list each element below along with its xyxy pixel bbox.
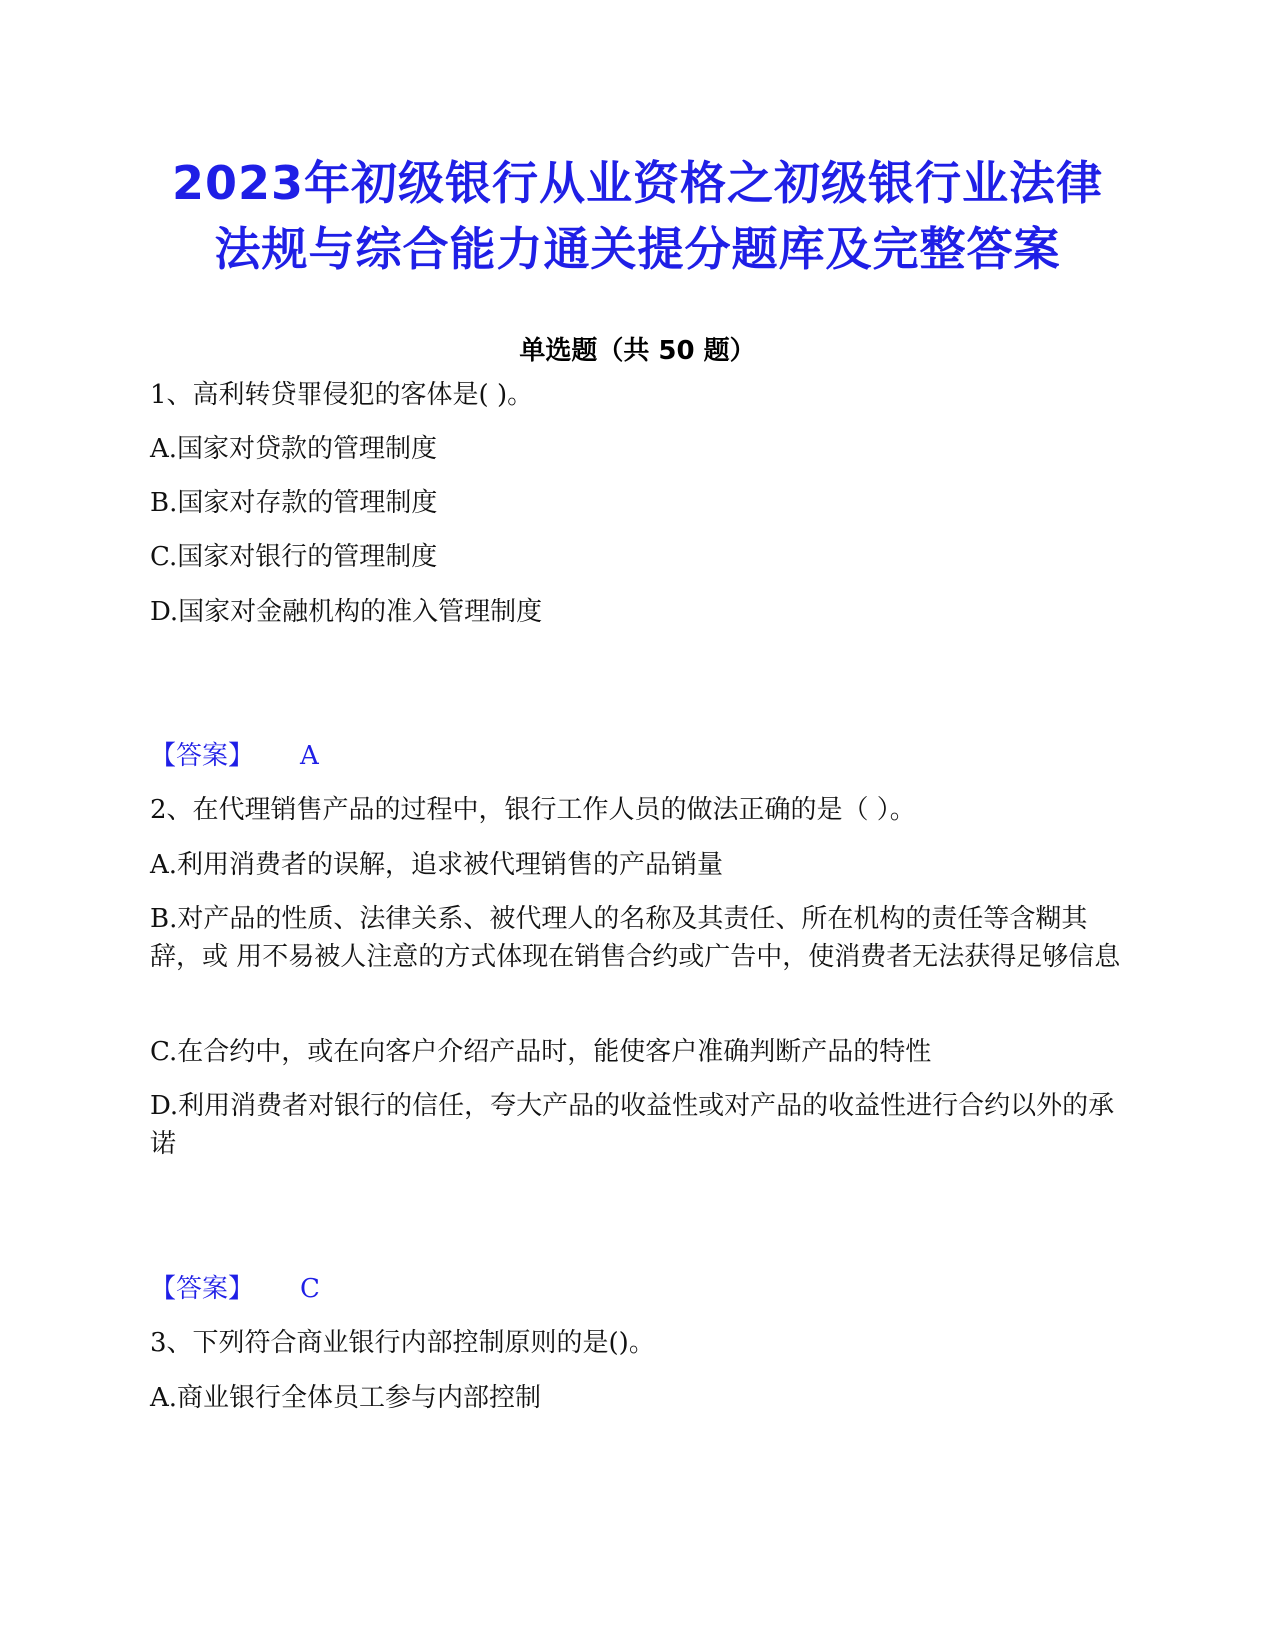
- answer-label: 【答案】: [150, 741, 255, 771]
- question-2-option-d: D.利用消费者对银行的信任，夸大产品的收益性或对产品的收益性进行合约以外的承诺: [150, 1091, 1115, 1159]
- question-3-option-a: A.商业银行全体员工参与内部控制: [150, 1383, 542, 1413]
- answer-value: A: [300, 741, 319, 771]
- question-1-stem: 1、高利转贷罪侵犯的客体是( )。: [150, 380, 534, 410]
- question-1-option-c: C.国家对银行的管理制度: [150, 542, 438, 572]
- question-1-option-a: A.国家对贷款的管理制度: [150, 434, 438, 464]
- question-1-option-b: B.国家对存款的管理制度: [150, 488, 438, 518]
- title-line-1: 2023年初级银行从业资格之初级银行业法律: [171, 156, 1104, 210]
- answer-value: C: [300, 1274, 320, 1304]
- answer-label: 【答案】: [150, 1274, 255, 1304]
- question-2-option-a: A.利用消费者的误解，追求被代理销售的产品销量: [150, 850, 724, 880]
- section-heading: 单选题（共 50 题）: [519, 336, 756, 366]
- question-2-option-b: B.对产品的性质、法律关系、被代理人的名称及其责任、所在机构的责任等含糊其辞，或 用不易被人注意的方式体现在销售合约或广告中，使消费者无法获得足够信息: [150, 904, 1121, 972]
- document-title: [140, 150, 1135, 282]
- question-1-option-d: D.国家对金融机构的准入管理制度: [150, 597, 543, 627]
- title-line-2: 法规与综合能力通关提分题库及完整答案: [214, 222, 1061, 276]
- question-1-answer: [150, 737, 1125, 775]
- question-2-answer: [150, 1270, 1125, 1308]
- question-2-stem: 2、在代理销售产品的过程中，银行工作人员的做法正确的是（ ）。: [150, 795, 916, 825]
- question-2-option-c: C.在合约中，或在向客户介绍产品时，能使客户准确判断产品的特性: [150, 1037, 932, 1067]
- question-3-stem: 3、下列符合商业银行内部控制原则的是()。: [150, 1328, 655, 1358]
